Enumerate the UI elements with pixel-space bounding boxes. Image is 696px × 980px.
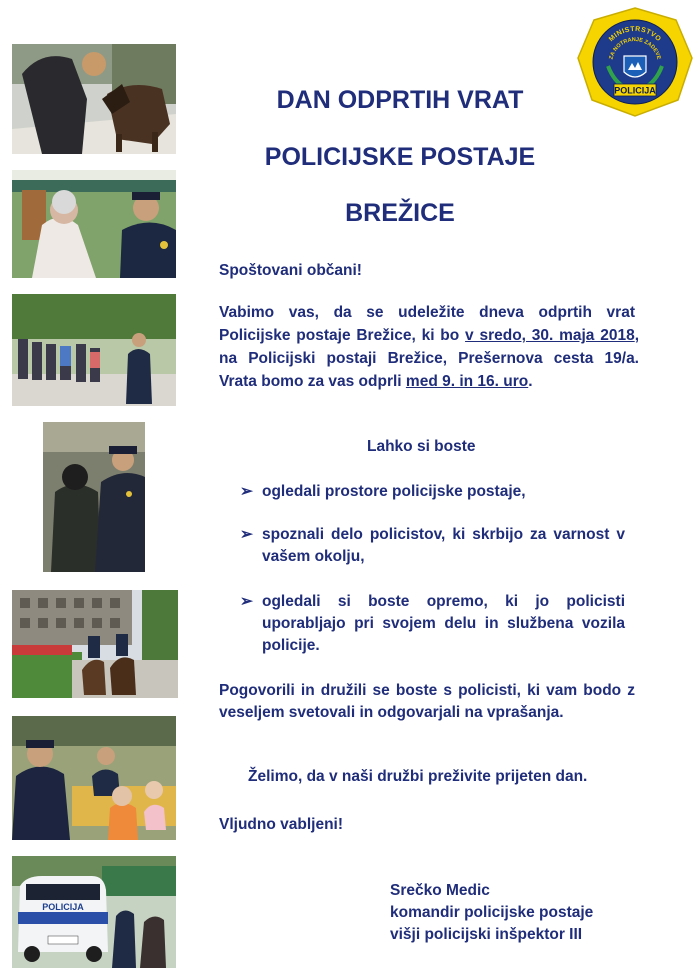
invite-line-2-a: Policijske postaje Brežice, ki bo — [219, 327, 466, 344]
invite-line-1 — [219, 302, 635, 324]
photo-police-van — [12, 856, 176, 968]
photo-officer-with-visitor — [12, 170, 176, 278]
bullet-arrow-icon: ➢ — [240, 526, 253, 543]
bullet-item-3 — [240, 591, 625, 659]
signature-rank: višji policijski inšpektor III — [390, 926, 583, 943]
wish-line: Želimo, da v naši družbi preživite prijeten dan. — [248, 768, 588, 785]
conversation-paragraph: Pogovorili in družili se boste s policisti, ki vam bodo z veseljem svetovali in odgovarjali na vprašanja. — [219, 682, 635, 721]
invite-line-4-b: . — [528, 373, 533, 390]
title-line-3: BREŽICE — [345, 199, 455, 227]
signature-role: komandir policijske postaje — [390, 904, 594, 921]
van-label: POLICIJA — [42, 902, 84, 912]
invite-line-3 — [219, 348, 639, 370]
invite-line-3-text: na Policijski postaji Brežice, Prešernova cesta 19/a. — [219, 350, 639, 367]
badge-band-text: POLICIJA — [614, 85, 656, 96]
photo-visitor-group — [12, 294, 176, 406]
photo-children-table — [12, 716, 176, 840]
badge-arc-text: ZA NOTRANJE ZADEVE — [608, 36, 662, 61]
title-line-2: POLICIJSKE POSTAJE — [264, 143, 536, 171]
photo-police-dog — [12, 44, 176, 154]
signature-name: Srečko Medic — [390, 882, 490, 899]
bullet-item-2 — [240, 524, 625, 570]
closing-line: Vljudno vabljeni! — [219, 816, 344, 833]
badge-top-text: MINISTRSTVO — [607, 25, 663, 44]
invite-line-4 — [219, 371, 533, 393]
bullet-text: ogledali prostore policijske postaje, — [262, 483, 526, 500]
invite-line-1-text: Vabimo vas, da se udeležite dneva odprtih vrat — [219, 304, 635, 321]
bullet-arrow-icon: ➢ — [240, 483, 253, 500]
title-line-1: DAN ODPRTIH VRAT — [276, 86, 524, 114]
bullet-item-1 — [240, 481, 625, 505]
photo-officer-with-child — [43, 422, 145, 572]
invite-hours: med 9. in 16. uro — [405, 373, 529, 390]
list-heading: Lahko si boste — [367, 438, 476, 455]
invite-line-4-a: Vrata bomo za vas odprli — [219, 373, 406, 390]
invite-date: v sredo, 30. maja 2018 — [465, 327, 635, 344]
greeting: Spoštovani občani! — [219, 262, 362, 279]
invite-line-2-b: , — [634, 327, 640, 344]
photo-mounted-police — [12, 590, 178, 698]
bullet-text: ogledali si boste opremo, ki jo policisti uporabljajo pri svojem delu in službena vozila policije. — [262, 593, 625, 654]
bullet-arrow-icon: ➢ — [240, 593, 253, 610]
bullet-text: spoznali delo policistov, ki skrbijo za varnost v vašem okolju, — [262, 526, 625, 565]
invite-line-2 — [219, 325, 639, 347]
